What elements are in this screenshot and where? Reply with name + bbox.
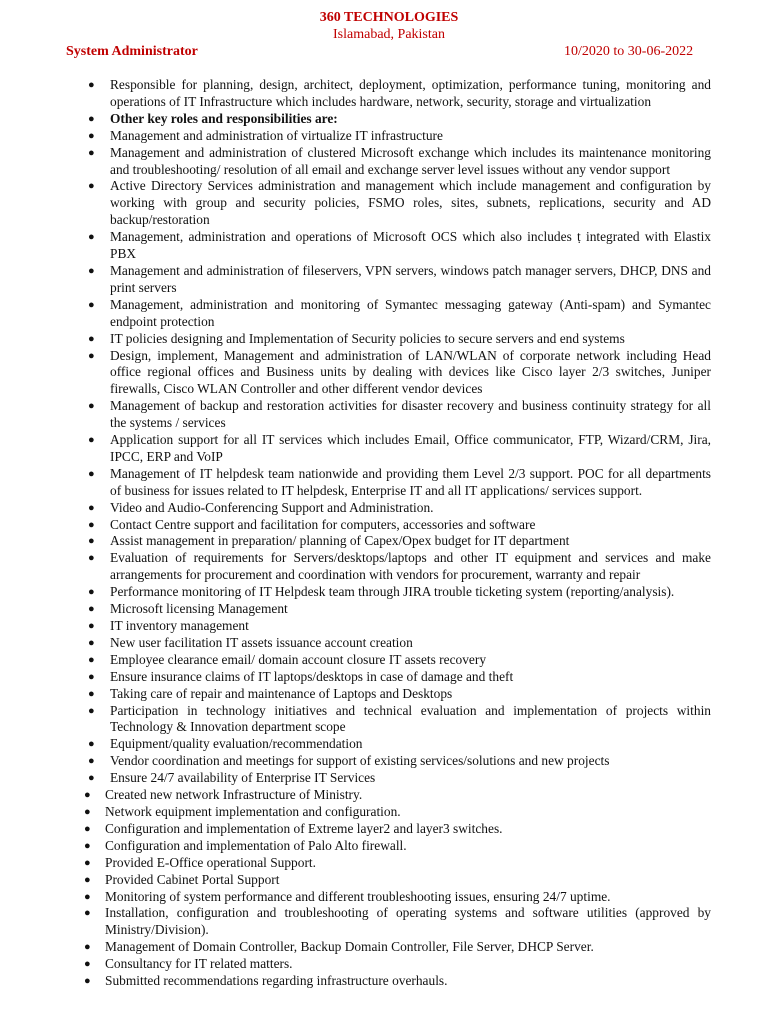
bullet-icon: ●: [84, 907, 91, 920]
duty-item: [0, 821, 768, 838]
duty-text: Video and Audio-Conferencing Support and Administration.: [110, 499, 434, 515]
duty-item: [0, 669, 768, 686]
employment-dates: 10/2020 to 30-06-2022: [564, 44, 694, 59]
bullet-icon: ●: [88, 518, 95, 531]
duty-text: Submitted recommendations regarding infrastructure overhauls.: [105, 973, 448, 989]
duty-item: [0, 128, 768, 145]
duty-item: [0, 939, 768, 956]
duty-item: [0, 770, 768, 787]
bullet-icon: ●: [88, 349, 95, 362]
bullet-icon: ●: [88, 653, 95, 666]
duty-text: Microsoft licensing Management: [110, 601, 288, 617]
bullet-icon: ●: [88, 586, 95, 599]
duty-text: Contact Centre support and facilitation for computers, accessories and software: [110, 516, 536, 532]
duty-text: Management of Domain Controller, Backup Domain Controller, File Server, DHCP Server.: [105, 939, 594, 955]
bullet-icon: ●: [88, 704, 95, 717]
duty-item: [0, 686, 768, 703]
bullet-icon: ●: [88, 687, 95, 700]
bullet-icon: ●: [88, 552, 95, 565]
duty-item: [0, 905, 768, 939]
duty-text: Provided E-Office operational Support.: [105, 854, 316, 870]
duty-item: [0, 618, 768, 635]
bullet-icon: ●: [84, 839, 91, 852]
bullet-icon: ●: [88, 332, 95, 345]
bullet-icon: ●: [88, 670, 95, 683]
duty-text: Created new network Infrastructure of Ministry.: [105, 787, 363, 803]
duty-text: Other key roles and responsibilities are:: [110, 110, 338, 126]
duty-text: Installation, configuration and troubleshooting of operating systems and software utilities (approved by Ministry/Division).: [105, 905, 711, 938]
duty-text: Management, administration and operations of Microsoft OCS which also includes ṭ integrated with Elastix PBX: [110, 229, 711, 262]
duty-text: Management and administration of fileservers, VPN servers, windows patch manager servers, DHCP, DNS and print servers: [110, 262, 711, 295]
duty-item: [0, 297, 768, 331]
duty-text: Responsible for planning, design, architect, deployment, optimization, performance tuning, monitoring and operations of IT Infrastructure which includes hardware, network, security, storage and virtualization: [110, 77, 711, 109]
bullet-icon: ●: [88, 772, 95, 785]
duty-text: Network equipment implementation and configuration.: [105, 803, 401, 819]
duty-item: [0, 229, 768, 263]
duty-item: [0, 956, 768, 973]
bullet-icon: ●: [88, 400, 95, 413]
duty-item: [0, 398, 768, 432]
duty-item: [0, 652, 768, 669]
duty-subheading: [0, 111, 768, 128]
duty-text: Configuration and implementation of Palo Alto firewall.: [105, 837, 407, 853]
duty-text: Configuration and implementation of Extreme layer2 and layer3 switches.: [105, 820, 503, 836]
bullet-icon: ●: [88, 129, 95, 142]
duty-item: [0, 533, 768, 550]
duty-item: [0, 550, 768, 584]
bullet-icon: ●: [88, 79, 95, 91]
bullet-icon: ●: [88, 603, 95, 616]
duty-item: [0, 517, 768, 534]
bullet-icon: ●: [88, 264, 95, 277]
duty-text: Management and administration of clustered Microsoft exchange which includes its maintenance monitoring and troubleshooting/ resolution of all email and exchange server level issues without any vendor support: [110, 144, 711, 177]
duty-item: [0, 77, 768, 111]
bullet-icon: ●: [88, 434, 95, 447]
duty-text: Provided Cabinet Portal Support: [105, 871, 280, 887]
duty-text: IT policies designing and Implementation of Security policies to secure servers and end systems: [110, 330, 625, 346]
bullet-icon: ●: [88, 501, 95, 514]
duty-item: [0, 635, 768, 652]
bullet-icon: ●: [84, 975, 91, 988]
duty-text: Vendor coordination and meetings for support of existing services/solutions and new projects: [110, 753, 610, 769]
bullet-icon: ●: [84, 822, 91, 835]
duty-text: Participation in technology initiatives and technical evaluation and implementation of projects within Technology & Innovation department scope: [110, 702, 711, 735]
bullet-icon: ●: [84, 890, 91, 903]
duty-text: Taking care of repair and maintenance of Laptops and Desktops: [110, 685, 453, 701]
duty-text: Active Directory Services administration and management which include management and configuration by working with group and security policies, FSMO roles, sites, subnets, replications, security and AD backup/restoration: [110, 178, 711, 228]
duty-item: [0, 872, 768, 889]
duty-text: New user facilitation IT assets issuance account creation: [110, 634, 413, 650]
bullet-icon: ●: [88, 738, 95, 751]
duty-text: Management, administration and monitoring of Symantec messaging gateway (Anti-spam) and Symantec endpoint protection: [110, 296, 711, 329]
bullet-icon: ●: [84, 805, 91, 818]
duty-text: Employee clearance email/ domain account closure IT assets recovery: [110, 651, 487, 667]
job-title: System Administrator: [66, 44, 198, 59]
duty-item: [0, 736, 768, 753]
duty-item: [0, 500, 768, 517]
duty-item: [0, 804, 768, 821]
duty-item: [0, 973, 768, 990]
bullet-icon: ●: [88, 636, 95, 649]
duty-item: [0, 348, 768, 399]
duty-text: Assist management in preparation/ planning of Capex/Opex budget for IT department: [110, 533, 570, 549]
duty-item: [0, 331, 768, 348]
bullet-icon: ●: [84, 873, 91, 886]
bullet-icon: ●: [88, 298, 95, 311]
duty-item: [0, 432, 768, 466]
company-name: 360 TECHNOLOGIES: [319, 10, 459, 25]
duty-text: Management and administration of virtualize IT infrastructure: [110, 127, 443, 143]
bullet-icon: ●: [84, 789, 91, 802]
duty-text: IT inventory management: [110, 618, 249, 633]
duty-item: [0, 263, 768, 297]
bullet-icon: ●: [88, 231, 95, 244]
duty-item: [0, 753, 768, 770]
duty-item: [0, 466, 768, 500]
bullet-icon: ●: [88, 755, 95, 768]
duty-item: [0, 145, 768, 179]
bullet-icon: ●: [88, 620, 95, 632]
duties-list: [0, 77, 768, 990]
bullet-icon: ●: [84, 941, 91, 954]
bullet-icon: ●: [84, 958, 91, 971]
duty-item: [0, 178, 768, 229]
duty-item: [0, 703, 768, 737]
duty-text: Ensure 24/7 availability of Enterprise IT Services: [110, 770, 376, 786]
duty-text: Monitoring of system performance and different troubleshooting issues, ensuring 24/7 uptime.: [105, 888, 611, 904]
duty-item: [0, 601, 768, 618]
duty-text: Application support for all IT services which includes Email, Office communicator, FTP, Wizard/CRM, Jira, IPCC, ERP and VoIP: [110, 432, 711, 464]
duty-item: [0, 838, 768, 855]
bullet-icon: ●: [88, 146, 95, 159]
bullet-icon: ●: [88, 467, 95, 480]
duty-text: Management of backup and restoration activities for disaster recovery and business continuity strategy for all the systems / services: [110, 398, 711, 431]
duty-item: [0, 855, 768, 872]
duty-item: [0, 889, 768, 906]
duty-text: Performance monitoring of IT Helpdesk team through JIRA trouble ticketing system (reporting/analysis).: [110, 584, 675, 600]
duty-text: Consultancy for IT related matters.: [105, 956, 293, 972]
bullet-icon: ●: [84, 856, 91, 869]
duty-text: Evaluation of requirements for Servers/desktops/laptops and other IT equipment and services and make arrangements for procurement and coordination with vendors for procurement, warranty and repair: [110, 550, 711, 583]
company-location: Islamabad, Pakistan: [333, 27, 445, 42]
duty-item: [0, 787, 768, 804]
bullet-icon: ●: [88, 535, 95, 548]
duty-text: Management of IT helpdesk team nationwide and providing them Level 2/3 support. POC for all departments of business for issues related to IT helpdesk, Enterprise IT and all IT applications/ services support.: [110, 465, 711, 498]
bullet-icon: ●: [88, 112, 95, 125]
duty-item: [0, 584, 768, 601]
duty-text: Equipment/quality evaluation/recommendation: [110, 736, 363, 752]
duty-text: Design, implement, Management and administration of LAN/WLAN of corporate network including Head office regional offices and Business units by dealing with devices like Cisco layer 2/3 switches, Juniper firewalls, Cisco WLAN Controller and other different vendor devices: [110, 347, 711, 397]
duty-text: Ensure insurance claims of IT laptops/desktops in case of damage and theft: [110, 668, 514, 684]
bullet-icon: ●: [88, 180, 95, 193]
